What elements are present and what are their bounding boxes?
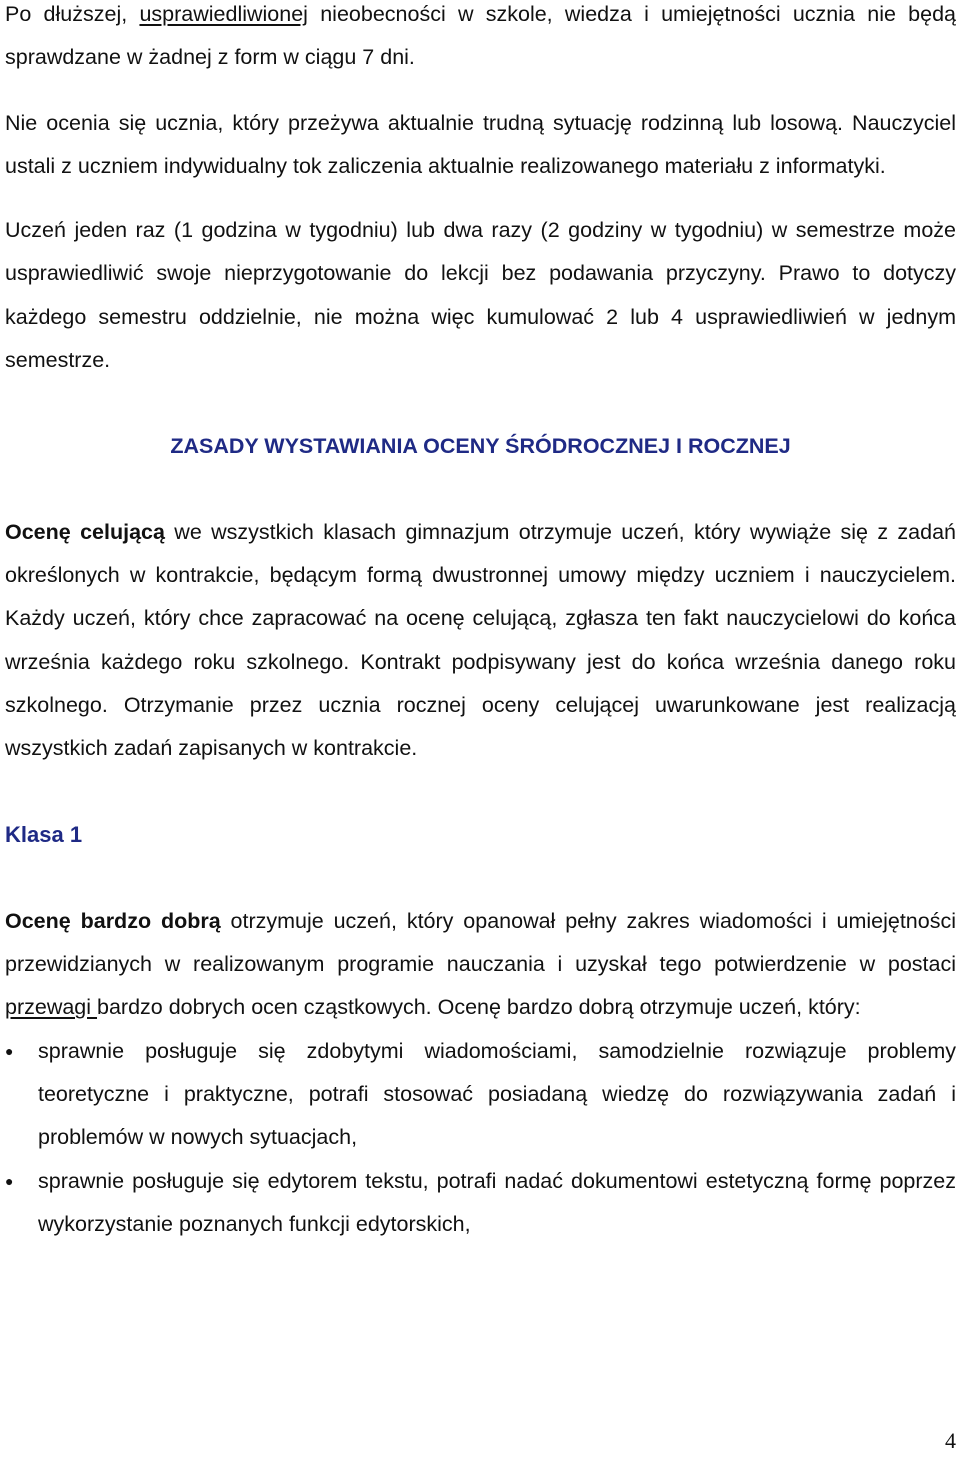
class-heading: Klasa 1 <box>5 822 83 848</box>
list-item-text: sprawnie posługuje się edytorem tekstu, potrafi nadać dokumentowi estetyczną formę poprzez wykorzystanie poznanych funkcji edytorskich, <box>38 1168 956 1236</box>
list-item-text: sprawnie posługuje się zdobytymi wiadomościami, samodzielnie rozwiązuje problemy teoretyczne i praktyczne, potrafi stosować posiadaną wiedzę do rozwiązywania zadań i problemów w nowych sytuacjach, <box>38 1038 956 1150</box>
list-item <box>5 1030 956 1160</box>
bullet-icon: ● <box>5 1042 14 1059</box>
paragraph-unpreparedness: Uczeń jeden raz (1 godzina w tygodniu) lub dwa razy (2 godziny w tygodniu) w semestrze może usprawiedliwić swoje nieprzygotowanie do lekcji bez podawania przyczyny. Prawo to dotyczy każdego semestru oddzielnie, nie można więc kumulować 2 lub 4 usprawiedliwień w jednym semestrze. <box>5 218 956 373</box>
section-heading: ZASADY WYSTAWIANIA OCENY ŚRÓDROCZNEJ I ROCZNEJ <box>170 434 791 459</box>
bold-term: Ocenę bardzo dobrą <box>5 908 221 933</box>
text-run: nieobecności w szkole, wiedza i umiejętności ucznia nie będą sprawdzane w żadnej z form w ciągu 7 dni. <box>5 2 956 70</box>
text-run: Po dłuższej, <box>5 2 140 26</box>
text-run: we wszystkich klasach gimnazjum otrzymuje uczeń, który wywiąże się z zadań określonych w kontrakcie, będącym formą dwustronnej umowy między uczniem i nauczycielem. Każdy uczeń, który chce zapracować na ocenę celującą, zgłasza ten fakt nauczycielowi do końca września każdego roku szkolnego. Kontrakt podpisywany jest do końca września danego roku szkolnego. Otrzymanie przez ucznia rocznej oceny celującej uwarunkowane jest realizacją wszystkich zadań zapisanych w kontrakcie. <box>5 519 956 761</box>
bullet-icon: ● <box>5 1172 14 1189</box>
criteria-list <box>5 1030 956 1246</box>
bold-term: Ocenę celującą <box>5 519 165 544</box>
paragraph-absence <box>5 0 956 80</box>
underlined-word: usprawiedliwionej <box>139 2 308 26</box>
paragraph-difficult-situation: Nie ocenia się ucznia, który przeżywa aktualnie trudną sytuację rodzinną lub losową. Nauczyciel ustali z uczniem indywidualny tok zaliczenia aktualnie realizowanego materiału z informatyki. <box>5 110 956 178</box>
underlined-word: przewagi <box>5 995 98 1020</box>
document-page <box>5 0 956 1246</box>
list-item <box>5 1160 956 1247</box>
page-number: 4 <box>945 1428 956 1453</box>
text-run: bardzo dobrych ocen cząstkowych. Ocenę bardzo dobrą otrzymuje uczeń, który: <box>97 995 861 1020</box>
text-run: otrzymuje uczeń, który opanował pełny zakres wiadomości i umiejętności przewidzianych w realizowanym programie nauczania i uzyskał tego potwierdzenie w postaci <box>5 908 956 977</box>
paragraph-bardzo-dobra <box>5 900 956 1030</box>
paragraph-celujaca <box>5 511 956 771</box>
